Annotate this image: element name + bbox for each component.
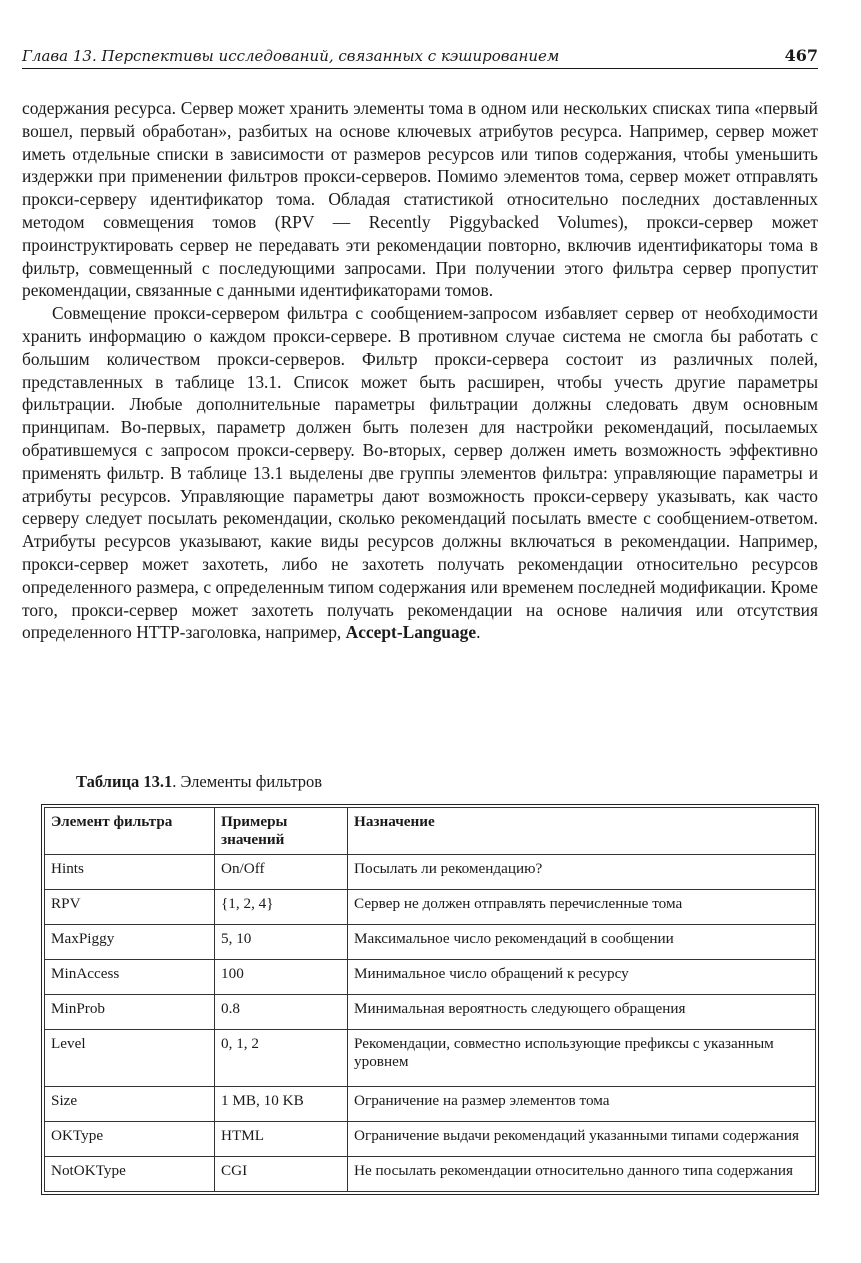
running-header [22,44,818,69]
cell-purpose: Посылать ли рекомендацию? [348,855,816,890]
header-cell-examples: Примеры значений [215,808,348,855]
table-row [45,1086,816,1121]
cell-example: On/Off [215,855,348,890]
cell-example: 5, 10 [215,925,348,960]
cell-purpose: Ограничение на размер элементов тома [348,1086,816,1121]
cell-purpose: Ограничение выдачи рекомендаций указанными типами содержания [348,1121,816,1156]
cell-example: 1 MB, 10 KB [215,1086,348,1121]
cell-element: Hints [45,855,215,890]
cell-purpose: Минимальная вероятность следующего обращения [348,995,816,1030]
cell-element: MinAccess [45,960,215,995]
cell-element: Size [45,1086,215,1121]
table-row [45,1156,816,1191]
page-number: 467 [784,46,818,65]
cell-element: MinProb [45,995,215,1030]
cell-element: MaxPiggy [45,925,215,960]
cell-purpose: Сервер не должен отправлять перечисленные тома [348,890,816,925]
table-row [45,925,816,960]
table-row [45,995,816,1030]
cell-element: Level [45,1030,215,1087]
cell-example: 0, 1, 2 [215,1030,348,1087]
table-row [45,890,816,925]
cell-element: OKType [45,1121,215,1156]
cell-purpose: Минимальное число обращений к ресурсу [348,960,816,995]
table-row [45,1121,816,1156]
cell-example: CGI [215,1156,348,1191]
cell-purpose: Максимальное число рекомендаций в сообщении [348,925,816,960]
header-cell-purpose: Назначение [348,808,816,855]
cell-example: {1, 2, 4} [215,890,348,925]
filter-elements-table [44,807,816,1192]
cell-example: 0.8 [215,995,348,1030]
table-row [45,1030,816,1087]
cell-purpose: Не посылать рекомендации относительно данного типа содержания [348,1156,816,1191]
table-caption [76,772,322,792]
chapter-title: Глава 13. Перспективы исследований, связанных с кэшированием [22,47,560,65]
table-caption-label: Таблица 13.1 [76,772,173,791]
cell-element: RPV [45,890,215,925]
table-caption-text: . Элементы фильтров [172,772,323,791]
paragraph-2-end: . [476,622,481,643]
cell-example: 100 [215,960,348,995]
header-cell-element: Элемент фильтра [45,808,215,855]
accept-language-term: Accept-Language [345,622,477,643]
table-row [45,855,816,890]
table-frame [41,804,819,1195]
paragraph-1: содержания ресурса. Сервер может хранить элементы тома в одном или нескольких списках типа «первый вошел, первый обработан», разбитых на основе ключевых атрибутов ресурса. Например, сервер может иметь отдельные списки в зависимости от размеров ресурсов или типов содержания, чтобы уменьшить издержки при применении фильтров прокси-серверов. Помимо элементов тома, сервер может отправлять прокси-серверу идентификатор тома. Обладая статистикой относительно последних доставленных методом совмещения томов (RPV — Recently Piggybacked Volumes), прокси-сервер может проинструктировать сервер не передавать эти рекомендации повторно, включив идентификаторы тома в фильтр, совмещенный с последующими запросами. При получении этого фильтра сервер пропустит рекомендации, связанные с данными идентификаторами томов. [22,98,818,301]
cell-element: NotOKType [45,1156,215,1191]
body-text [22,97,818,644]
paragraph-2 [22,302,818,644]
paragraph-2-text: Совмещение прокси-сервером фильтра с сообщением-запросом избавляет сервер от необходимости хранить информацию о каждом прокси-сервере. В противном случае система не смогла бы работать с большим количеством прокси-серверов. Фильтр прокси-сервера состоит из различных полей, представленных в таблице 13.1. Список может быть расширен, чтобы учесть другие параметры фильтрации. Любые дополнительные параметры фильтрации должны следовать двум основным принципам. Во-первых, параметр должен быть полезен для настройки рекомендаций, посылаемых обратившемуся с запросом прокси-серверу. Во-вторых, сервер должен иметь возможность эффективно применять фильтр. В таблице 13.1 выделены две группы элементов фильтра: управляющие параметры и атрибуты ресурсов. Управляющие параметры дают возможность прокси-серверу указывать, как часто серверу следует посылать рекомендации, сколько рекомендаций посылать вместе с сообщением-ответом. Атрибуты ресурсов указывают, какие виды ресурсов должны включаться в рекомендации. Например, прокси-сервер может захотеть, либо не захотеть получать рекомендации относительно ресурсов определенного размера, с определенным типом содержания или временем последней модификации. Кроме того, прокси-сервер может захотеть получать рекомендации на основе наличия или отсутствия определенного HTTP-заголовка, например, [22,303,818,643]
table-row [45,960,816,995]
cell-purpose: Рекомендации, совместно использующие префиксы с указанным уровнем [348,1030,816,1087]
cell-example: HTML [215,1121,348,1156]
table-header-row [45,808,816,855]
